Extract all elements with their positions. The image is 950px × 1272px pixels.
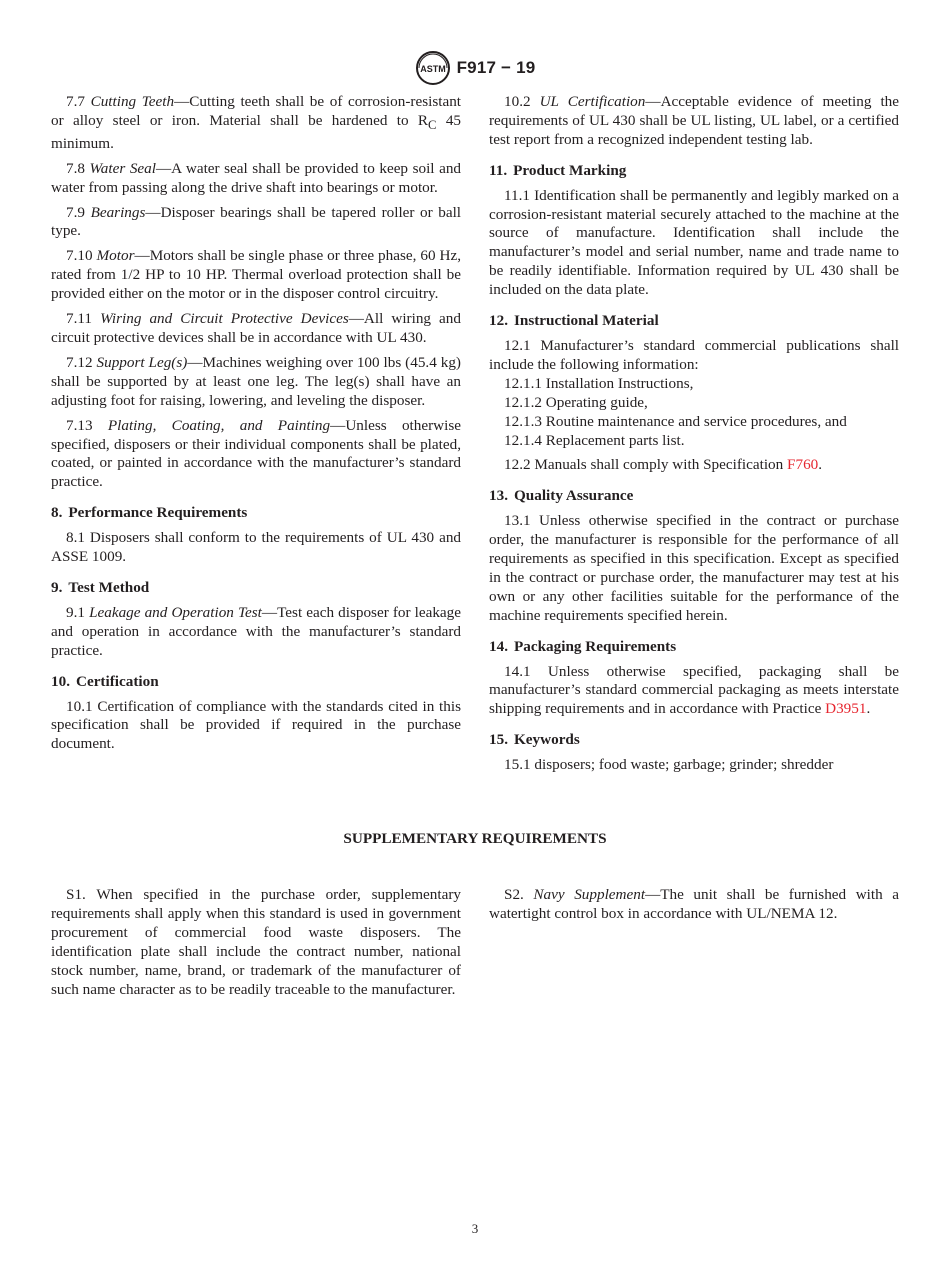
- paragraph-10-1: 10.1 Certification of compliance with the standards cited in this specification shall be provided if required in the purchase document.: [51, 697, 462, 753]
- paragraph-7-9: 7.9 Bearings—Disposer bearings shall be tapered roller or ball type.: [51, 203, 462, 240]
- paragraph-14-1: 14.1 Unless otherwise specified, packaging shall be manufacturer’s standard commercial packaging as meets interstate shipping requirements and in accordance with Practice D3951.: [489, 662, 900, 718]
- right-column: [489, 93, 899, 781]
- paragraph-15-1: 15.1 disposers; food waste; garbage; grinder; shredder: [504, 756, 834, 774]
- paragraph-7-11: 7.11 Wiring and Circuit Protective Devices—All wiring and circuit protective devices shall be in accordance with UL 430.: [51, 310, 461, 346]
- section-heading-14: 14. Packaging Requirements: [489, 637, 677, 655]
- list-item: 12.1.1 Installation Instructions,: [504, 374, 694, 392]
- section-heading-11: 11. Product Marking: [489, 161, 627, 179]
- link-f760[interactable]: F760: [787, 456, 819, 474]
- paragraph-12-1: 12.1 Manufacturer’s standard commercial publications shall include the following information:: [489, 336, 900, 373]
- paragraph-13-1: 13.1 Unless otherwise specified in the contract or purchase order, the manufacturer is responsible for the performance of all requirements as specified in this specification. Except as specified in the contract or purchase order, the manufacturer may test at his own or any other facilities suitable for the performance of the machine requirements specified herein.: [489, 512, 900, 624]
- paragraph-7-13: 7.13 Plating, Coating, and Painting—Unless otherwise specified, disposers or their individual components shall be plated, coated, or painted in accordance with the manufacturer’s standard practice.: [51, 416, 461, 491]
- link-d3951[interactable]: D3951: [825, 700, 867, 718]
- page-header: [0, 50, 950, 86]
- section-heading-9: 9. Test Method: [51, 578, 150, 596]
- page-number: 3: [471, 1221, 479, 1236]
- list-item: 12.1.2 Operating guide,: [504, 393, 648, 411]
- supplement-s2: S2. Navy Supplement—The unit shall be furnished with a watertight control box in accordance with UL/NEMA 12.: [489, 886, 899, 922]
- supplementary-title: SUPPLEMENTARY REQUIREMENTS: [343, 830, 607, 847]
- supplementary-right-column: [489, 886, 899, 930]
- astm-logo: [415, 50, 451, 86]
- svg-text:ASTM: ASTM: [419, 64, 446, 74]
- document-designation: F917 − 19: [456, 57, 536, 77]
- paragraph-8-1: 8.1 Disposers shall conform to the requirements of UL 430 and ASSE 1009.: [51, 529, 462, 566]
- section-heading-10: 10. Certification: [51, 672, 159, 690]
- paragraph-9-1: 9.1 Leakage and Operation Test—Test each disposer for leakage and operation in accordance with the manufacturer’s standard practice.: [51, 603, 461, 659]
- paragraph-11-1: 11.1 Identification shall be permanently and legibly marked on a corrosion-resistant material securely attached to the machine at the source of manufacture. Identification shall include the manufacturer’s model and serial number, name and trade name to be readily identifiable. Information required by UL 430 shall be included on the data plate.: [489, 186, 899, 299]
- list-item: 12.1.3 Routine maintenance and service procedures, and: [504, 412, 847, 430]
- section-heading-15: 15. Keywords: [489, 731, 580, 749]
- paragraph-7-7: 7.7 Cutting Teeth—Cutting teeth shall be of corrosion-resistant or alloy steel or iron. Material shall be hardened to $R_C$ 45 minimum.: [51, 93, 462, 152]
- paragraph-10-2: 10.2 UL Certification—Acceptable evidence of meeting the requirements of UL 430 shall be UL listing, UL label, or a certified test report from a recognized independent testing lab.: [489, 93, 899, 148]
- left-column: [51, 93, 461, 760]
- section-heading-12: 12. Instructional Material: [489, 312, 659, 330]
- paragraph-7-12: 7.12 Support Leg(s)—Machines weighing over 100 lbs (45.4 kg) shall be supported by at least one leg. The leg(s) shall have an adjusting foot for raising, lowering, and leveling the disposer.: [51, 353, 461, 409]
- supplement-s1: S1. When specified in the purchase order, supplementary requirements shall apply when this standard is used in government procurement of commercial food waste disposers. The identification plate shall include the contract number, national stock number, name, brand, or trademark of the manufacturer of such name character as to be readily traceable to the manufacturer.: [51, 886, 461, 998]
- section-heading-13: 13. Quality Assurance: [489, 487, 634, 505]
- paragraph-12-2: 12.2 Manuals shall comply with Specification F760.: [504, 456, 823, 474]
- section-heading-8: 8. Performance Requirements: [51, 504, 248, 522]
- paragraph-7-8: 7.8 Water Seal—A water seal shall be provided to keep soil and water from passing along the drive shaft into bearings or motor.: [51, 159, 462, 196]
- list-item: 12.1.4 Replacement parts list.: [504, 431, 685, 449]
- paragraph-7-10: 7.10 Motor—Motors shall be single phase or three phase, 60 Hz, rated from 1/2 HP to 10 HP. Thermal overload protection shall be provided either on the motor or in the disposer control circuitry.: [51, 247, 461, 303]
- supplementary-left-column: [51, 886, 461, 1005]
